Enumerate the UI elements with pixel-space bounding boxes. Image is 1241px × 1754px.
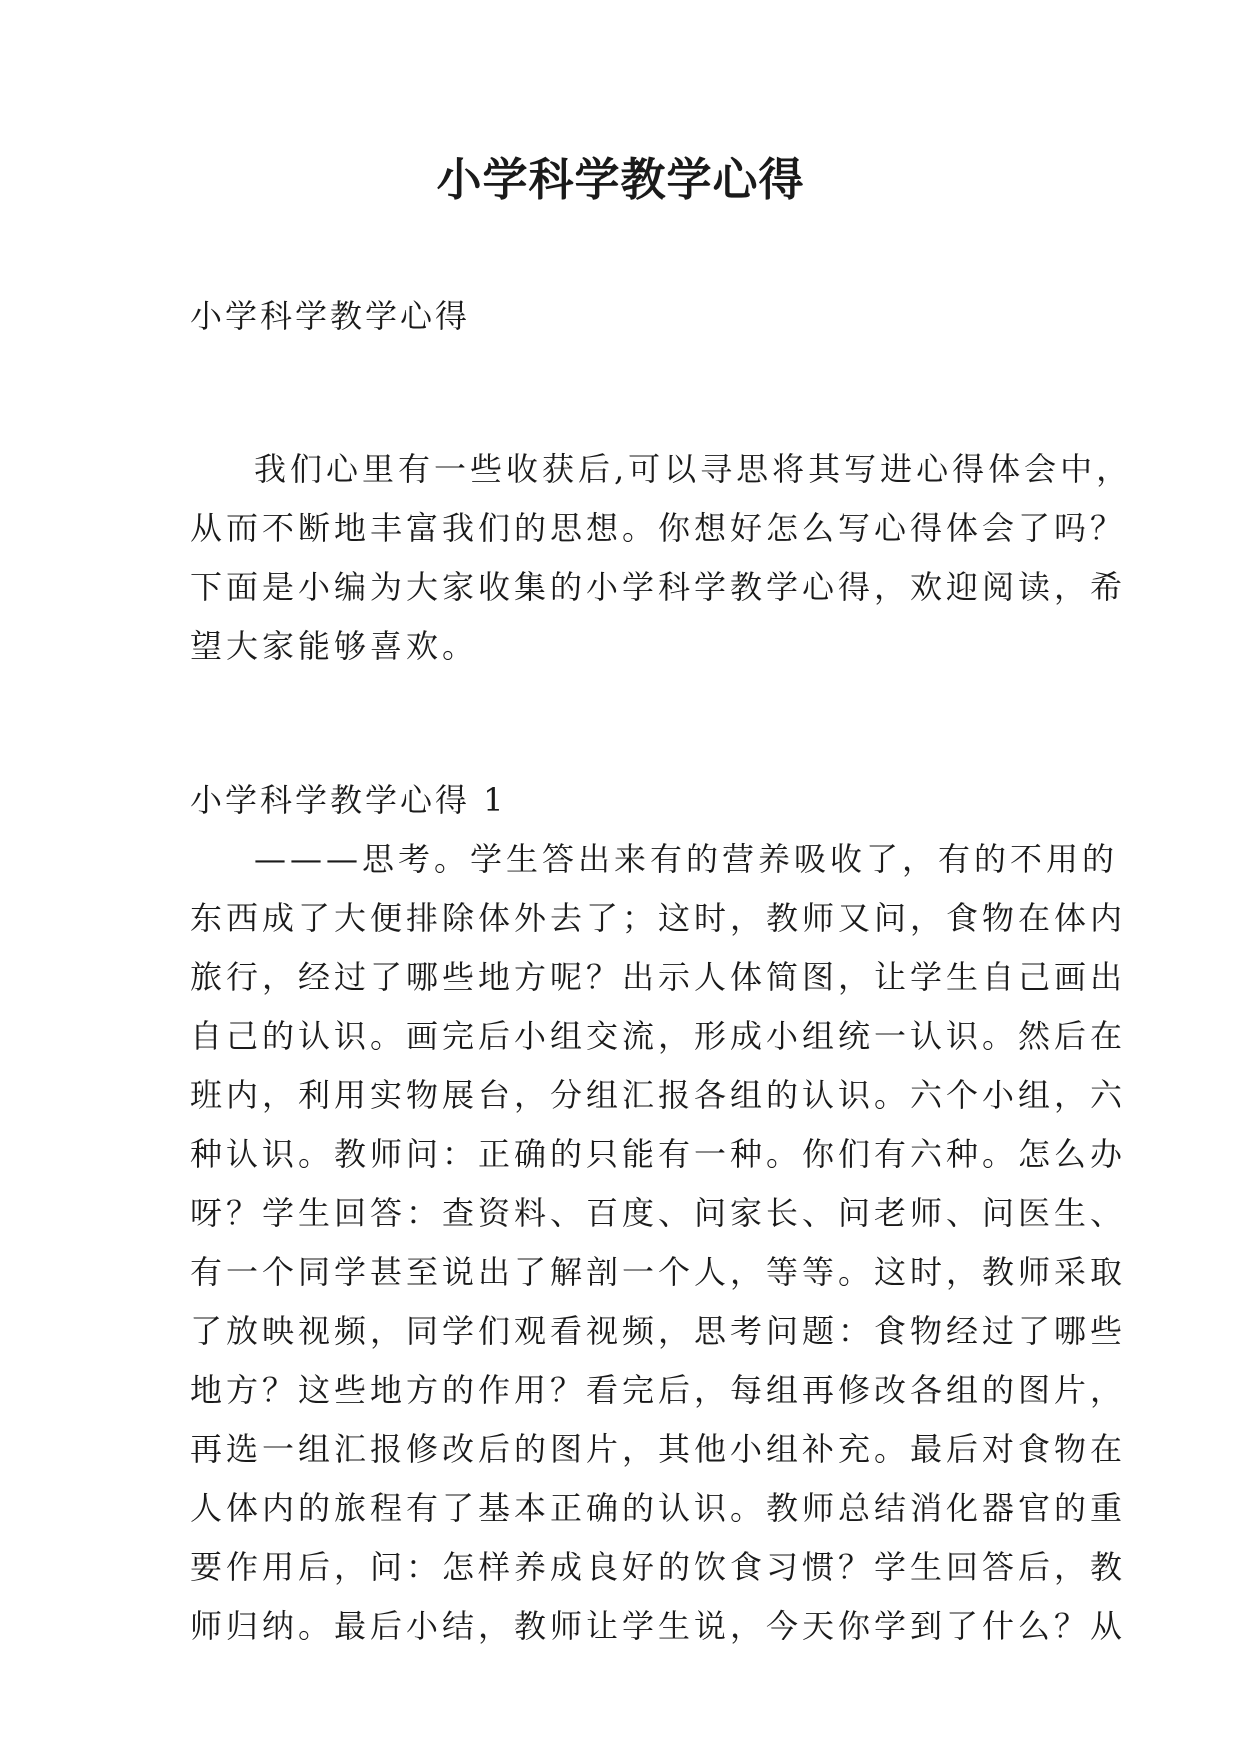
section-line: 东西成了大便排除体外去了；这时，教师又问，食物在体内: [190, 899, 1127, 937]
intro-line: 我们心里有一些收获后,可以寻思将其写进心得体会中，: [254, 450, 1133, 488]
section-line: 师归纳。最后小结，教师让学生说，今天你学到了什么？从: [190, 1607, 1127, 1645]
section-line: 人体内的旅程有了基本正确的认识。教师总结消化器官的重: [190, 1489, 1127, 1527]
document-body: [190, 287, 1133, 1656]
document-title: 小学科学教学心得: [436, 153, 805, 206]
section-line: 再选一组汇报修改后的图片，其他小组补充。最后对食物在: [190, 1430, 1127, 1468]
section-paragraph: [190, 830, 1127, 1656]
section-line: 旅行，经过了哪些地方呢？出示人体简图，让学生自己画出: [190, 958, 1127, 996]
intro-paragraph: [190, 440, 1133, 676]
section-line: 了放映视频，同学们观看视频，思考问题：食物经过了哪些: [190, 1312, 1127, 1350]
section-line: ———思考。学生答出来有的营养吸收了，有的不用的: [254, 840, 1119, 878]
paragraph-gap: [190, 711, 1070, 771]
paragraph-gap: [190, 346, 1070, 381]
section-line: 要作用后，问：怎样养成良好的饮食习惯？学生回答后，教: [190, 1548, 1127, 1586]
intro-line: 从而不断地丰富我们的思想。你想好怎么写心得体会了吗？: [190, 509, 1127, 547]
document-subtitle: 小学科学教学心得: [190, 297, 471, 335]
section-line: 班内，利用实物展台，分组汇报各组的认识。六个小组，六: [190, 1076, 1127, 1114]
section-line: 呀？学生回答：查资料、百度、问家长、问老师、问医生、: [190, 1194, 1127, 1232]
intro-line: 望大家能够喜欢。: [190, 627, 479, 665]
section-line: 种认识。教师问：正确的只能有一种。你们有六种。怎么办: [190, 1135, 1127, 1173]
intro-line: 下面是小编为大家收集的小学科学教学心得，欢迎阅读，希: [190, 568, 1127, 606]
section-line: 地方？这些地方的作用？看完后，每组再修改各组的图片，: [190, 1371, 1127, 1409]
section-heading: 小学科学教学心得 1: [190, 781, 507, 819]
section-line: 自己的认识。画完后小组交流，形成小组统一认识。然后在: [190, 1017, 1127, 1055]
paragraph-gap: [190, 381, 1070, 440]
paragraph-gap: [190, 676, 1070, 711]
section-line: 有一个同学甚至说出了解剖一个人，等等。这时，教师采取: [190, 1253, 1127, 1291]
